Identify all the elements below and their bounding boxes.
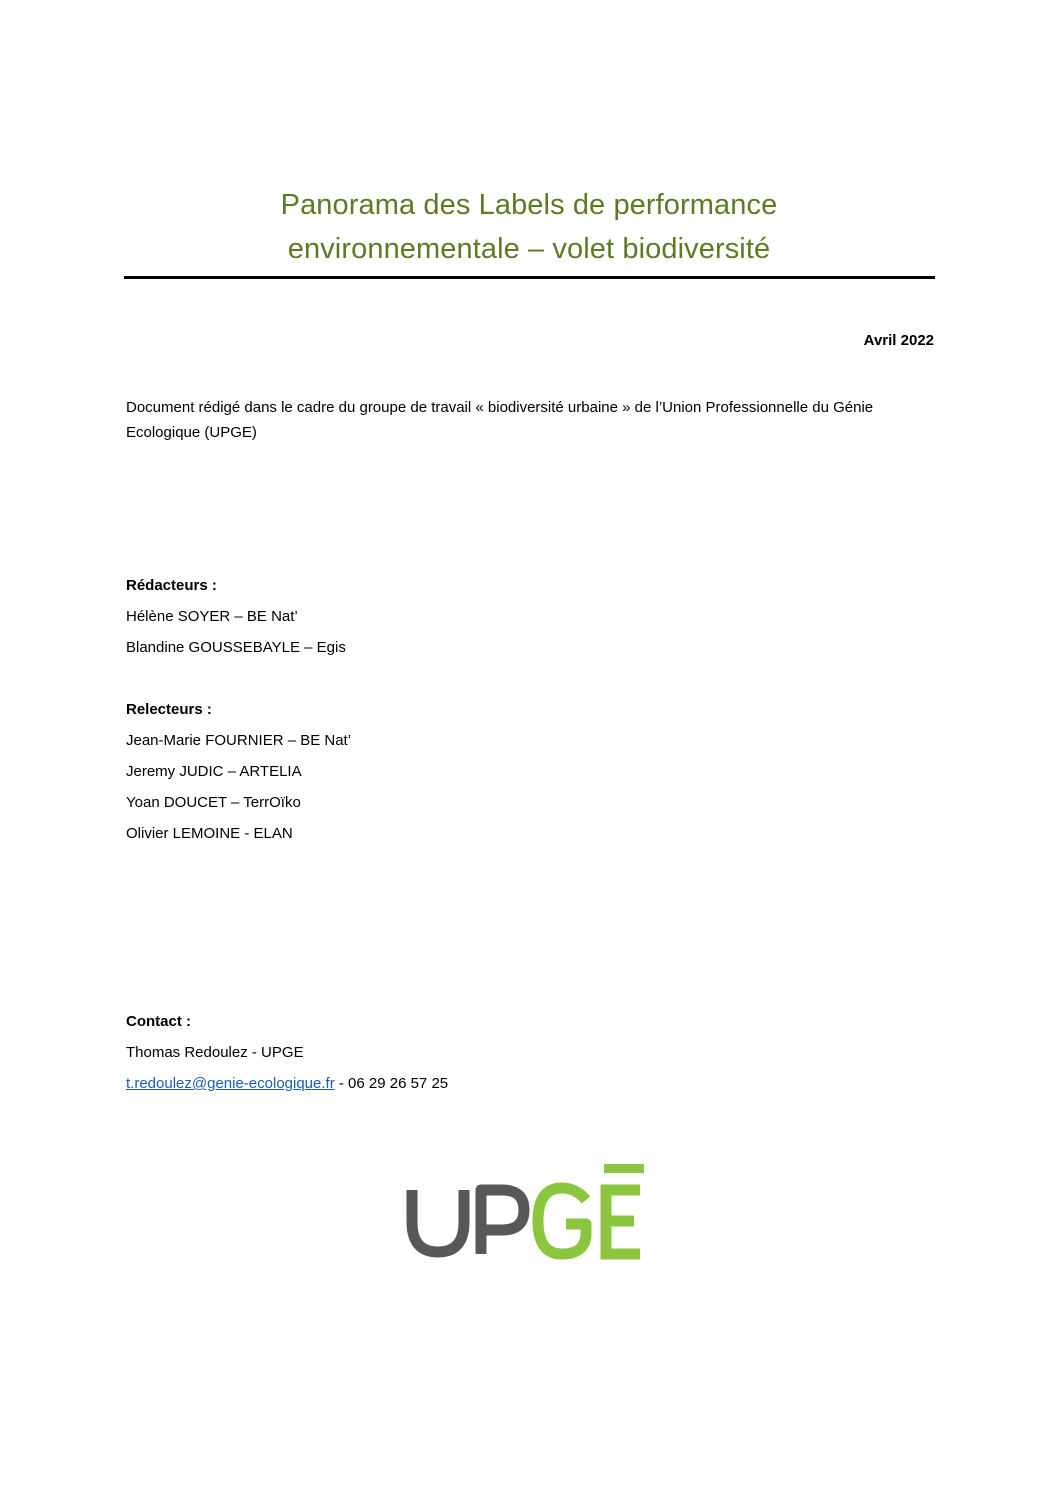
contact-line (126, 1068, 448, 1099)
redacteurs-label: Rédacteurs : (126, 577, 217, 594)
title-line-1: Panorama des Labels de performance (280, 189, 778, 221)
relecteurs-label: Relecteurs : (126, 701, 212, 718)
redacteur-item: Hélène SOYER – BE Nat’ (126, 608, 298, 625)
logo-letter-p (481, 1190, 524, 1254)
relecteur-item: Jean-Marie FOURNIER – BE Nat’ (126, 732, 352, 749)
relecteur-item: Jeremy JUDIC – ARTELIA (126, 763, 302, 780)
document-date: Avril 2022 (863, 332, 934, 349)
logo-letter-g (538, 1188, 586, 1254)
redacteur-item: Blandine GOUSSEBAYLE – Egis (126, 639, 346, 656)
relecteur-item: Olivier LEMOINE - ELAN (126, 825, 293, 842)
contact-section (126, 1006, 448, 1099)
relecteurs-section (126, 694, 351, 849)
redacteurs-section (126, 570, 346, 663)
title-underline (124, 276, 935, 279)
contact-name: Thomas Redoulez - UPGE (126, 1044, 304, 1061)
logo-letter-e (606, 1190, 640, 1254)
relecteur-item: Yoan DOUCET – TerrOïko (126, 794, 301, 811)
logo-letter-u (412, 1190, 464, 1252)
intro-paragraph: Document rédigé dans le cadre du groupe de travail « biodiversité urbaine » de l’Union Professionnelle du Génie Ecologique (UPGE) (126, 399, 874, 441)
document-title (124, 183, 934, 271)
contact-email-link[interactable]: t.redoulez@genie-ecologique.fr (126, 1075, 335, 1092)
contact-phone: - 06 29 26 57 25 (334, 1075, 449, 1092)
contact-label: Contact : (126, 1013, 191, 1030)
logo-accent (604, 1164, 644, 1173)
upge-logo (404, 1160, 654, 1260)
title-line-2: environnementale – volet biodiversité (287, 233, 771, 265)
